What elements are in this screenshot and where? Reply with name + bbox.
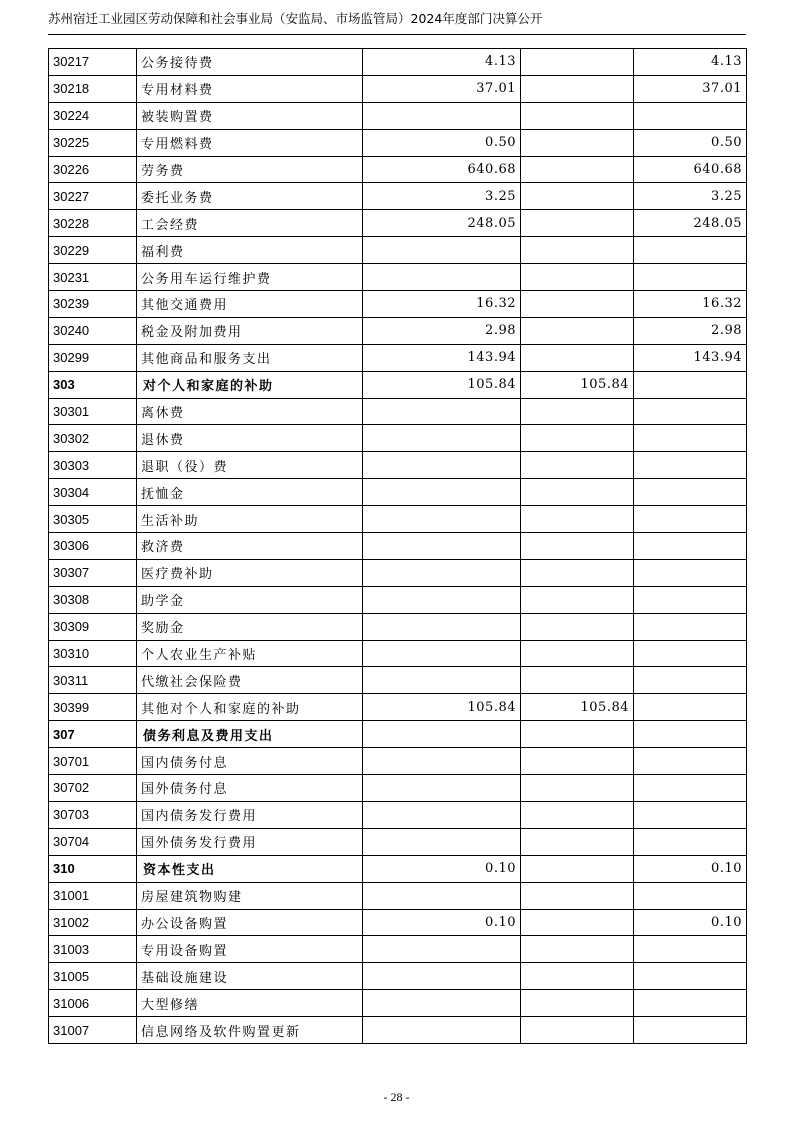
basic-expenditure-cell <box>521 237 634 264</box>
basic-expenditure-cell <box>521 1017 634 1044</box>
basic-expenditure-cell <box>521 721 634 748</box>
project-expenditure-cell <box>634 479 747 506</box>
total-amount-cell <box>363 1017 521 1044</box>
account-name-cell: 救济费 <box>137 533 363 560</box>
account-code-cell: 30308 <box>49 586 137 613</box>
account-name-cell: 专用设备购置 <box>137 936 363 963</box>
total-amount-cell <box>363 936 521 963</box>
project-expenditure-cell <box>634 1017 747 1044</box>
account-code-cell: 31006 <box>49 990 137 1017</box>
account-name-cell: 公务用车运行维护费 <box>137 264 363 291</box>
total-amount-cell <box>363 882 521 909</box>
project-expenditure-cell: 37.01 <box>634 75 747 102</box>
project-expenditure-cell <box>634 990 747 1017</box>
account-code-cell: 30304 <box>49 479 137 506</box>
account-code-cell: 30301 <box>49 398 137 425</box>
account-name-cell: 代缴社会保险费 <box>137 667 363 694</box>
total-amount-cell <box>363 613 521 640</box>
project-expenditure-cell <box>634 775 747 802</box>
header-rule <box>48 34 746 35</box>
table-row <box>49 102 747 129</box>
table-row <box>49 291 747 318</box>
account-name-cell: 抚恤金 <box>137 479 363 506</box>
total-amount-cell: 0.10 <box>363 855 521 882</box>
total-amount-cell <box>363 667 521 694</box>
project-expenditure-cell <box>634 640 747 667</box>
account-name-cell: 劳务费 <box>137 156 363 183</box>
table-row <box>49 156 747 183</box>
total-amount-cell: 105.84 <box>363 694 521 721</box>
table-row <box>49 425 747 452</box>
table-row <box>49 49 747 76</box>
account-code-cell: 30399 <box>49 694 137 721</box>
total-amount-cell <box>363 559 521 586</box>
account-code-cell: 30228 <box>49 210 137 237</box>
basic-expenditure-cell <box>521 909 634 936</box>
table-row <box>49 210 747 237</box>
total-amount-cell <box>363 102 521 129</box>
table-row <box>49 533 747 560</box>
total-amount-cell: 143.94 <box>363 344 521 371</box>
project-expenditure-cell <box>634 425 747 452</box>
table-row <box>49 452 747 479</box>
basic-expenditure-cell <box>521 425 634 452</box>
project-expenditure-cell <box>634 667 747 694</box>
table-row <box>49 963 747 990</box>
account-name-cell: 大型修缮 <box>137 990 363 1017</box>
basic-expenditure-cell <box>521 586 634 613</box>
account-name-cell: 助学金 <box>137 586 363 613</box>
basic-expenditure-cell <box>521 75 634 102</box>
account-code-cell: 30229 <box>49 237 137 264</box>
account-code-cell: 31005 <box>49 963 137 990</box>
account-code-cell: 31002 <box>49 909 137 936</box>
account-name-cell: 国内债务付息 <box>137 748 363 775</box>
account-code-cell: 30227 <box>49 183 137 210</box>
account-name-cell: 退休费 <box>137 425 363 452</box>
page-header-title: 苏州宿迁工业园区劳动保障和社会事业局（安监局、市场监管局）2024年度部门决算公开 <box>48 11 543 26</box>
table-row <box>49 559 747 586</box>
account-name-cell: 委托业务费 <box>137 183 363 210</box>
account-name-cell: 专用材料费 <box>137 75 363 102</box>
basic-expenditure-cell <box>521 801 634 828</box>
basic-expenditure-cell <box>521 264 634 291</box>
basic-expenditure-cell <box>521 990 634 1017</box>
basic-expenditure-cell <box>521 828 634 855</box>
account-name-cell: 债务利息及费用支出 <box>137 721 363 748</box>
project-expenditure-cell <box>634 237 747 264</box>
expenditure-table <box>48 48 747 1044</box>
account-name-cell: 办公设备购置 <box>137 909 363 936</box>
total-amount-cell <box>363 990 521 1017</box>
account-code-cell: 30299 <box>49 344 137 371</box>
project-expenditure-cell <box>634 801 747 828</box>
total-amount-cell <box>363 237 521 264</box>
basic-expenditure-cell <box>521 640 634 667</box>
basic-expenditure-cell <box>521 506 634 533</box>
account-code-cell: 31001 <box>49 882 137 909</box>
account-code-cell: 30239 <box>49 291 137 318</box>
total-amount-cell <box>363 963 521 990</box>
total-amount-cell: 640.68 <box>363 156 521 183</box>
basic-expenditure-cell <box>521 936 634 963</box>
account-code-cell: 30225 <box>49 129 137 156</box>
account-code-cell: 30217 <box>49 49 137 76</box>
total-amount-cell <box>363 506 521 533</box>
account-code-cell: 30224 <box>49 102 137 129</box>
account-code-cell: 303 <box>49 371 137 398</box>
account-name-cell: 资本性支出 <box>137 855 363 882</box>
total-amount-cell: 4.13 <box>363 49 521 76</box>
basic-expenditure-cell <box>521 129 634 156</box>
table-row <box>49 1017 747 1044</box>
account-code-cell: 30305 <box>49 506 137 533</box>
account-name-cell: 公务接待费 <box>137 49 363 76</box>
table-row <box>49 721 747 748</box>
project-expenditure-cell <box>634 452 747 479</box>
total-amount-cell <box>363 828 521 855</box>
basic-expenditure-cell <box>521 533 634 560</box>
basic-expenditure-cell: 105.84 <box>521 371 634 398</box>
project-expenditure-cell <box>634 102 747 129</box>
account-name-cell: 其他商品和服务支出 <box>137 344 363 371</box>
table-row <box>49 990 747 1017</box>
account-code-cell: 30702 <box>49 775 137 802</box>
basic-expenditure-cell <box>521 398 634 425</box>
account-code-cell: 30306 <box>49 533 137 560</box>
account-name-cell: 税金及附加费用 <box>137 317 363 344</box>
account-code-cell: 30701 <box>49 748 137 775</box>
total-amount-cell <box>363 533 521 560</box>
account-code-cell: 30303 <box>49 452 137 479</box>
table-row <box>49 264 747 291</box>
total-amount-cell <box>363 425 521 452</box>
account-name-cell: 福利费 <box>137 237 363 264</box>
account-code-cell: 31003 <box>49 936 137 963</box>
total-amount-cell: 105.84 <box>363 371 521 398</box>
total-amount-cell <box>363 721 521 748</box>
project-expenditure-cell: 0.50 <box>634 129 747 156</box>
table-row <box>49 344 747 371</box>
table-body <box>49 49 747 1044</box>
account-name-cell: 离休费 <box>137 398 363 425</box>
account-name-cell: 专用燃料费 <box>137 129 363 156</box>
account-name-cell: 国外债务发行费用 <box>137 828 363 855</box>
project-expenditure-cell <box>634 264 747 291</box>
account-name-cell: 基础设施建设 <box>137 963 363 990</box>
table-row <box>49 855 747 882</box>
project-expenditure-cell: 2.98 <box>634 317 747 344</box>
account-code-cell: 30311 <box>49 667 137 694</box>
table-row <box>49 694 747 721</box>
account-code-cell: 30240 <box>49 317 137 344</box>
basic-expenditure-cell <box>521 156 634 183</box>
basic-expenditure-cell <box>521 183 634 210</box>
basic-expenditure-cell <box>521 317 634 344</box>
project-expenditure-cell <box>634 748 747 775</box>
project-expenditure-cell <box>634 533 747 560</box>
project-expenditure-cell: 0.10 <box>634 855 747 882</box>
total-amount-cell: 0.10 <box>363 909 521 936</box>
total-amount-cell: 0.50 <box>363 129 521 156</box>
account-name-cell: 个人农业生产补贴 <box>137 640 363 667</box>
total-amount-cell <box>363 748 521 775</box>
account-code-cell: 30218 <box>49 75 137 102</box>
table-row <box>49 183 747 210</box>
basic-expenditure-cell <box>521 452 634 479</box>
project-expenditure-cell: 248.05 <box>634 210 747 237</box>
project-expenditure-cell: 4.13 <box>634 49 747 76</box>
table-row <box>49 75 747 102</box>
total-amount-cell <box>363 479 521 506</box>
account-name-cell: 国内债务发行费用 <box>137 801 363 828</box>
account-code-cell: 310 <box>49 855 137 882</box>
table-row <box>49 398 747 425</box>
basic-expenditure-cell <box>521 882 634 909</box>
account-code-cell: 31007 <box>49 1017 137 1044</box>
project-expenditure-cell <box>634 371 747 398</box>
table-row <box>49 237 747 264</box>
project-expenditure-cell <box>634 586 747 613</box>
account-name-cell: 被装购置费 <box>137 102 363 129</box>
basic-expenditure-cell: 105.84 <box>521 694 634 721</box>
table-row <box>49 586 747 613</box>
project-expenditure-cell <box>634 559 747 586</box>
table-row <box>49 613 747 640</box>
total-amount-cell <box>363 640 521 667</box>
total-amount-cell <box>363 775 521 802</box>
table-row <box>49 775 747 802</box>
page-number: - 28 - <box>383 1090 410 1104</box>
basic-expenditure-cell <box>521 291 634 318</box>
total-amount-cell <box>363 264 521 291</box>
total-amount-cell <box>363 801 521 828</box>
project-expenditure-cell: 0.10 <box>634 909 747 936</box>
project-expenditure-cell: 3.25 <box>634 183 747 210</box>
project-expenditure-cell <box>634 721 747 748</box>
table-row <box>49 882 747 909</box>
total-amount-cell: 2.98 <box>363 317 521 344</box>
table-row <box>49 801 747 828</box>
basic-expenditure-cell <box>521 963 634 990</box>
basic-expenditure-cell <box>521 855 634 882</box>
table-row <box>49 936 747 963</box>
basic-expenditure-cell <box>521 559 634 586</box>
account-name-cell: 奖励金 <box>137 613 363 640</box>
project-expenditure-cell <box>634 963 747 990</box>
table-row <box>49 479 747 506</box>
table-row <box>49 640 747 667</box>
account-name-cell: 工会经费 <box>137 210 363 237</box>
project-expenditure-cell <box>634 694 747 721</box>
total-amount-cell: 37.01 <box>363 75 521 102</box>
account-code-cell: 30231 <box>49 264 137 291</box>
account-code-cell: 30703 <box>49 801 137 828</box>
basic-expenditure-cell <box>521 667 634 694</box>
account-name-cell: 信息网络及软件购置更新 <box>137 1017 363 1044</box>
account-code-cell: 30302 <box>49 425 137 452</box>
table-row <box>49 667 747 694</box>
basic-expenditure-cell <box>521 775 634 802</box>
total-amount-cell: 248.05 <box>363 210 521 237</box>
account-name-cell: 退职（役）费 <box>137 452 363 479</box>
table-row <box>49 909 747 936</box>
total-amount-cell <box>363 398 521 425</box>
table-row <box>49 317 747 344</box>
account-name-cell: 对个人和家庭的补助 <box>137 371 363 398</box>
project-expenditure-cell: 143.94 <box>634 344 747 371</box>
basic-expenditure-cell <box>521 748 634 775</box>
basic-expenditure-cell <box>521 613 634 640</box>
project-expenditure-cell: 640.68 <box>634 156 747 183</box>
total-amount-cell <box>363 452 521 479</box>
project-expenditure-cell: 16.32 <box>634 291 747 318</box>
total-amount-cell: 3.25 <box>363 183 521 210</box>
account-code-cell: 30310 <box>49 640 137 667</box>
basic-expenditure-cell <box>521 344 634 371</box>
account-code-cell: 307 <box>49 721 137 748</box>
total-amount-cell: 16.32 <box>363 291 521 318</box>
account-code-cell: 30307 <box>49 559 137 586</box>
table-row <box>49 748 747 775</box>
project-expenditure-cell <box>634 828 747 855</box>
table-row <box>49 129 747 156</box>
table-row <box>49 828 747 855</box>
project-expenditure-cell <box>634 398 747 425</box>
project-expenditure-cell <box>634 882 747 909</box>
total-amount-cell <box>363 586 521 613</box>
table-row <box>49 371 747 398</box>
account-name-cell: 生活补助 <box>137 506 363 533</box>
project-expenditure-cell <box>634 936 747 963</box>
account-name-cell: 国外债务付息 <box>137 775 363 802</box>
account-name-cell: 医疗费补助 <box>137 559 363 586</box>
project-expenditure-cell <box>634 506 747 533</box>
table-row <box>49 506 747 533</box>
account-code-cell: 30704 <box>49 828 137 855</box>
basic-expenditure-cell <box>521 102 634 129</box>
account-name-cell: 房屋建筑物购建 <box>137 882 363 909</box>
account-code-cell: 30309 <box>49 613 137 640</box>
basic-expenditure-cell <box>521 49 634 76</box>
account-name-cell: 其他交通费用 <box>137 291 363 318</box>
account-code-cell: 30226 <box>49 156 137 183</box>
project-expenditure-cell <box>634 613 747 640</box>
basic-expenditure-cell <box>521 210 634 237</box>
account-name-cell: 其他对个人和家庭的补助 <box>137 694 363 721</box>
basic-expenditure-cell <box>521 479 634 506</box>
